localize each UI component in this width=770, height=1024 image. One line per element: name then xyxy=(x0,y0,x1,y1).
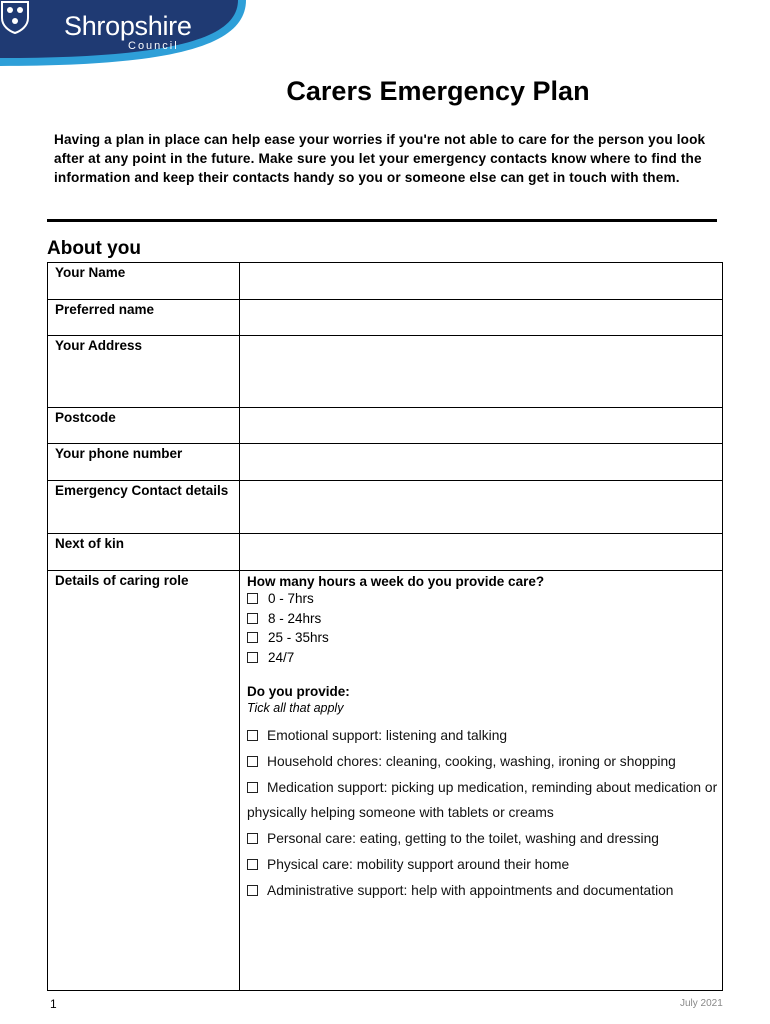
shield-crest-icon xyxy=(0,0,30,34)
checkbox[interactable] xyxy=(247,756,258,767)
provide-option[interactable] xyxy=(247,749,722,775)
option-label: 24/7 xyxy=(268,649,295,665)
checkbox[interactable] xyxy=(247,885,258,896)
table-row xyxy=(48,481,723,534)
checkbox[interactable] xyxy=(247,730,258,741)
phone-field[interactable] xyxy=(240,444,723,481)
field-label: Details of caring role xyxy=(48,571,240,991)
caring-role-cell xyxy=(240,571,723,991)
field-label: Preferred name xyxy=(48,300,240,336)
divider xyxy=(47,219,717,222)
option-label: Medication support: picking up medication, reminding about medication or physically helping someone with tablets or creams xyxy=(247,779,718,821)
table-row xyxy=(48,534,723,571)
provide-option[interactable] xyxy=(247,852,722,878)
checkbox[interactable] xyxy=(247,632,258,643)
hours-option[interactable] xyxy=(240,609,722,629)
section-title: About you xyxy=(47,238,141,259)
checkbox[interactable] xyxy=(247,859,258,870)
emergency-contact-field[interactable] xyxy=(240,481,723,534)
hours-option[interactable] xyxy=(240,648,722,668)
intro-paragraph: Having a plan in place can help ease your worries if you're not able to care for the person you look after at any point in the future. Make sure you let your emergency contacts know where to find the information and keep their contacts handy so you or someone else can get in touch with them. xyxy=(54,132,706,185)
checkbox[interactable] xyxy=(247,652,258,663)
table-row xyxy=(48,263,723,300)
checkbox[interactable] xyxy=(247,833,258,844)
about-you-table xyxy=(47,262,723,991)
option-label: 25 - 35hrs xyxy=(268,630,329,645)
page-number: 1 xyxy=(50,997,57,1011)
checkbox[interactable] xyxy=(247,593,258,604)
table-row xyxy=(48,300,723,336)
field-label: Next of kin xyxy=(48,534,240,571)
table-row xyxy=(48,571,723,991)
field-label: Postcode xyxy=(48,408,240,444)
table-row xyxy=(48,444,723,481)
option-label: Physical care: mobility support around their home xyxy=(267,856,570,872)
provide-option[interactable] xyxy=(247,878,722,904)
table-row xyxy=(48,408,723,444)
next-of-kin-field[interactable] xyxy=(240,534,723,571)
hours-option[interactable] xyxy=(240,628,722,648)
name-field[interactable] xyxy=(240,263,723,300)
preferred-name-field[interactable] xyxy=(240,300,723,336)
page-title: Carers Emergency Plan xyxy=(286,76,590,106)
checkbox[interactable] xyxy=(247,782,258,793)
option-label: Household chores: cleaning, cooking, washing, ironing or shopping xyxy=(267,753,676,769)
logo-name: Shropshire xyxy=(64,11,192,41)
provide-question: Do you provide: xyxy=(247,684,350,699)
provide-hint: Tick all that apply xyxy=(247,701,344,715)
council-logo xyxy=(0,0,250,72)
provide-list xyxy=(240,715,722,904)
hours-question: How many hours a week do you provide care? xyxy=(247,574,545,589)
provide-option[interactable] xyxy=(247,723,722,749)
option-label: Administrative support: help with appointments and documentation xyxy=(267,882,674,898)
table-row xyxy=(48,336,723,408)
field-label: Your Address xyxy=(48,336,240,408)
option-label: 0 - 7hrs xyxy=(268,591,314,606)
option-label: 8 - 24hrs xyxy=(268,610,322,626)
footer-date: July 2021 xyxy=(680,998,723,1009)
field-label: Your phone number xyxy=(48,444,240,481)
provide-option[interactable] xyxy=(247,775,722,827)
checkbox[interactable] xyxy=(247,613,258,624)
field-label: Your Name xyxy=(48,263,240,300)
hours-option[interactable] xyxy=(240,589,722,609)
option-label: Emotional support: listening and talking xyxy=(267,728,508,743)
provide-option[interactable] xyxy=(247,826,722,852)
postcode-field[interactable] xyxy=(240,408,723,444)
field-label: Emergency Contact details xyxy=(48,481,240,534)
option-label: Personal care: eating, getting to the toilet, washing and dressing xyxy=(267,831,659,847)
logo-subtitle: Council xyxy=(128,40,179,52)
address-field[interactable] xyxy=(240,336,723,408)
